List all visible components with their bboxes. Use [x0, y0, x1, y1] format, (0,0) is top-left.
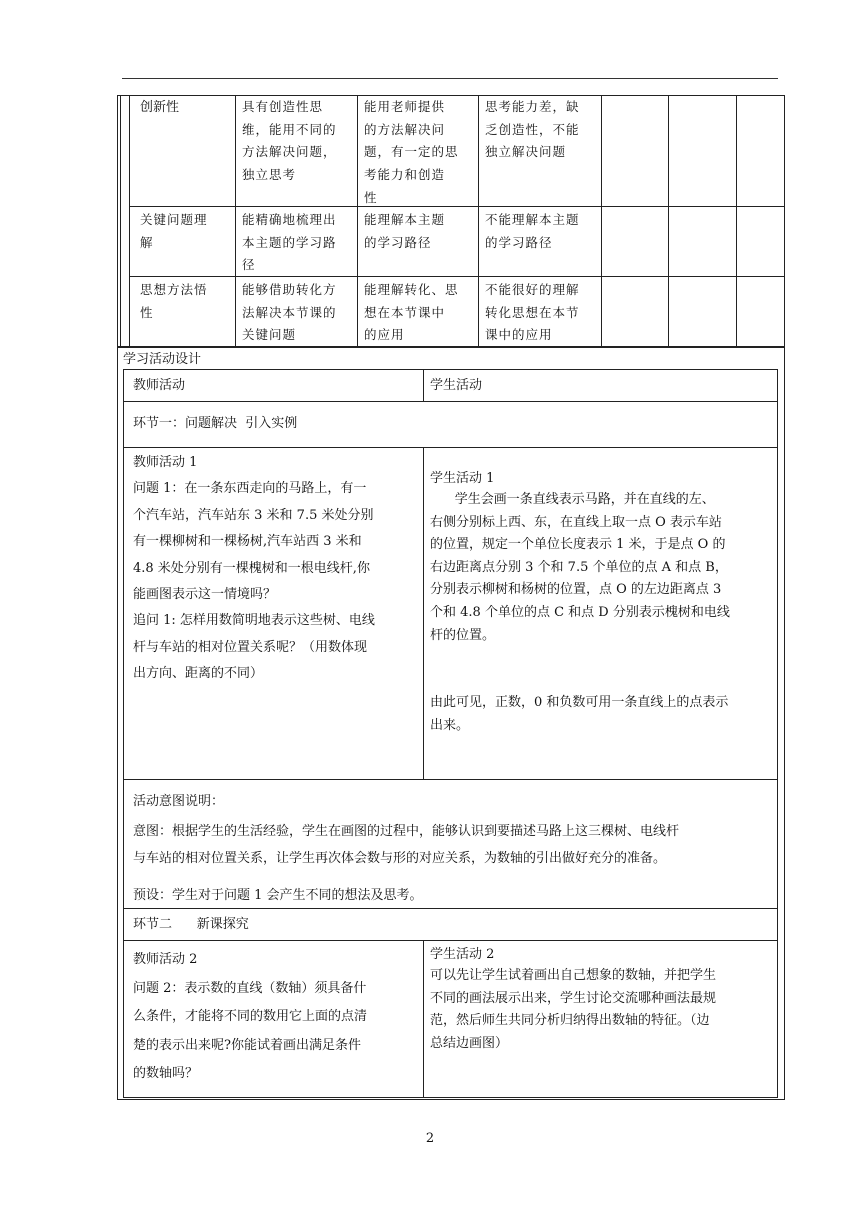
rubric-good: 能用老师提供 的方法解决问 题，有一定的思 考能力和创造 性 — [364, 99, 459, 205]
rubric-excellent: 具有创造性思 维，能用不同的 方法解决问题， 独立思考 — [242, 99, 337, 183]
rubric-poor: 不能理解本主题 的学习路径 — [485, 212, 580, 250]
student-activity-1-conclusion: 由此可见，正数，0 和负数可用一条直线上的点表示 出来。 — [430, 695, 729, 733]
student-activity-1-title: 学生活动 1 — [430, 471, 495, 486]
teacher-activity-header: 教师活动 — [133, 378, 186, 393]
section-title: 学习活动设计 — [123, 352, 202, 367]
rubric-poor: 不能很好的理解 转化思想在本节 课中的应用 — [485, 282, 580, 343]
teacher-activity-1: 教师活动 1 问题 1：在一条东西走向的马路上，有一 个汽车站，汽车站东 3 米和 7.5 米处分别 有一棵柳树和一棵杨树,汽车站西 3 米和 4.8 米处分别有一棵槐树和一根电线杆,你 能画图表示这一情境吗？ 追问 1: 怎样用数简明地表示这些树、电线 杆与车站的相对位置关系呢？（用数体现 出方向、距离的不同） — [133, 455, 375, 682]
header-rule — [122, 78, 778, 79]
intent-text: 意图：根据学生的生活经验，学生在画图的过程中，能够认识到要描述马路上这三棵树、电线杆 与车站的相对位置关系，让学生再次体会数与形的对应关系，为数轴的引出做好充分的准备。 — [133, 824, 680, 866]
student-activity-header: 学生活动 — [430, 378, 483, 393]
student-activity-2-title: 学生活动 2 — [430, 947, 495, 962]
rubric-excellent: 能精确地梳理出 本主题的学习路 径 — [242, 212, 337, 273]
preset-text: 预设：学生对于问题 1 会产生不同的想法及思考。 — [133, 888, 423, 903]
rubric-criterion: 创新性 — [140, 100, 180, 115]
rubric-good: 能理解本主题 的学习路径 — [364, 212, 446, 250]
intent-label: 活动意图说明： — [133, 794, 225, 809]
stage-two-title: 环节二 新课探究 — [133, 917, 249, 932]
rubric-poor: 思考能力差，缺 乏创造性，不能 独立解决问题 — [485, 99, 580, 160]
teacher-activity-2: 教师活动 2 问题 2：表示数的直线（数轴）须具备什 么条件，才能将不同的数用它上面的点清 楚的表示出来呢?你能试着画出满足条件 的数轴吗？ — [133, 952, 368, 1082]
student-activity-1-body: 学生会画一条直线表示马路，并在直线的左、 右侧分别标上西、东，在直线上取一点 O 表示车站 的位置，规定一个单位长度表示 1 米，于是点 O 的 右边距离点分别 3 个和 7.5 个单位的点 A 和点 B， 分别表示柳树和杨树的位置，点 O 的左边距离点 3 个和 4.8 个单位的点 C 和点 D 分别表示槐树和电线 杆的位置。 — [430, 492, 730, 643]
rubric-criterion: 思想方法悟 性 — [140, 282, 208, 320]
rubric-criterion: 关键问题理 解 — [140, 212, 208, 250]
page-number: 2 — [425, 1131, 435, 1146]
rubric-excellent: 能够借助转化方 法解决本节课的 关键问题 — [242, 282, 337, 343]
student-activity-2-body: 可以先让学生试着画出自己想象的数轴，并把学生 不同的画法展示出来，学生讨论交流哪种画法最规 范，然后师生共同分析归纳得出数轴的特征。（边 总结边画图） — [430, 968, 717, 1051]
stage-one-title: 环节一：问题解决 引入实例 — [133, 416, 298, 431]
rubric-good: 能理解转化、思 想在本节课中 的应用 — [364, 282, 459, 343]
